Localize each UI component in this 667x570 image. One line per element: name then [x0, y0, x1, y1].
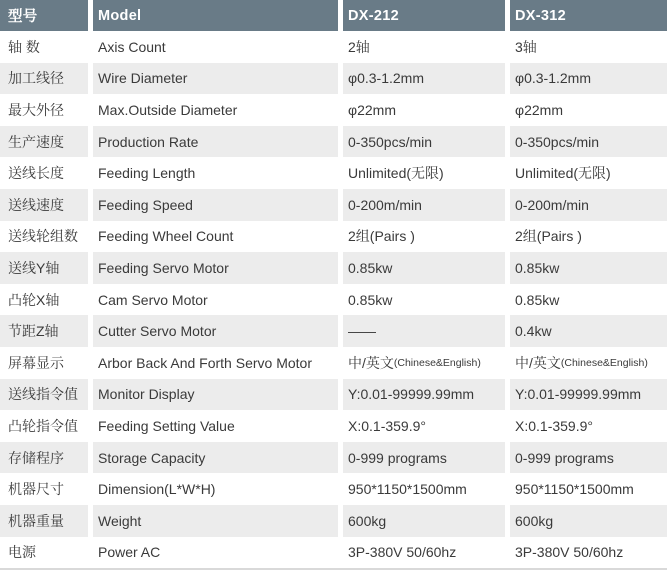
row-label-en: Cutter Servo Motor [93, 315, 338, 347]
row-value-dx212: X:0.1-359.9° [343, 410, 505, 442]
row-label-en: Arbor Back And Forth Servo Motor [93, 347, 338, 379]
table-row [0, 410, 667, 442]
row-value-dx212: 0-350pcs/min [343, 126, 505, 158]
row-value-dx312: X:0.1-359.9° [510, 410, 667, 442]
row-value-dx312: 3轴 [510, 31, 667, 63]
row-value-dx212: 0-200m/min [343, 189, 505, 221]
row-label-en: Production Rate [93, 126, 338, 158]
table-row [0, 63, 667, 95]
row-label-cn: 存储程序 [0, 442, 88, 474]
row-label-cn: 送线轮组数 [0, 221, 88, 253]
row-value-dx212: 0-999 programs [343, 442, 505, 474]
table-row [0, 221, 667, 253]
row-label-cn: 送线Y轴 [0, 252, 88, 284]
table-row [0, 442, 667, 474]
row-label-en: Dimension(L*W*H) [93, 473, 338, 505]
row-label-cn: 屏幕显示 [0, 347, 88, 379]
header-model-en: Model [93, 0, 338, 31]
row-label-cn: 机器重量 [0, 505, 88, 537]
row-value-dx212: 2组(Pairs ) [343, 221, 505, 253]
row-label-cn: 生产速度 [0, 126, 88, 158]
row-value-dx312: φ22mm [510, 94, 667, 126]
row-value-dx212: 950*1150*1500mm [343, 473, 505, 505]
table-row [0, 315, 667, 347]
row-value-dx212: 600kg [343, 505, 505, 537]
row-label-en: Wire Diameter [93, 63, 338, 95]
row-label-cn: 凸轮X轴 [0, 284, 88, 316]
row-label-en: Feeding Speed [93, 189, 338, 221]
row-label-en: Monitor Display [93, 379, 338, 411]
row-value-dx312: 0.4kw [510, 315, 667, 347]
table-row [0, 347, 667, 379]
header-dx212: DX-212 [343, 0, 505, 31]
row-label-cn: 送线速度 [0, 189, 88, 221]
row-value-dx312: 950*1150*1500mm [510, 473, 667, 505]
row-label-en: Weight [93, 505, 338, 537]
row-value-dx312: Unlimited(无限) [510, 157, 667, 189]
row-label-cn: 加工线径 [0, 63, 88, 95]
row-label-en: Feeding Servo Motor [93, 252, 338, 284]
row-label-en: Storage Capacity [93, 442, 338, 474]
row-value-dx212: Y:0.01-99999.99mm [343, 379, 505, 411]
row-value-dx312: 3P-380V 50/60hz [510, 537, 667, 569]
table-row [0, 473, 667, 505]
row-value-dx312: 0.85kw [510, 284, 667, 316]
table-header-row [0, 0, 667, 31]
header-model-cn: 型号 [0, 0, 88, 31]
table-row [0, 189, 667, 221]
row-value-dx312: Y:0.01-99999.99mm [510, 379, 667, 411]
row-value-dx212: φ22mm [343, 94, 505, 126]
header-dx312: DX-312 [510, 0, 667, 31]
row-label-cn: 节距Z轴 [0, 315, 88, 347]
row-label-en: Power AC [93, 537, 338, 569]
row-label-en: Cam Servo Motor [93, 284, 338, 316]
row-value-dx312: 中/英文 (Chinese&English) [510, 347, 667, 379]
row-value-dx312: 600kg [510, 505, 667, 537]
row-value-dx212: 2轴 [343, 31, 505, 63]
row-label-cn: 机器尺寸 [0, 473, 88, 505]
row-value-dx312: 0-200m/min [510, 189, 667, 221]
row-value-dx212: Unlimited(无限) [343, 157, 505, 189]
row-label-cn: 凸轮指令值 [0, 410, 88, 442]
row-label-en: Max.Outside Diameter [93, 94, 338, 126]
row-label-en: Feeding Setting Value [93, 410, 338, 442]
row-value-dx312: 0-999 programs [510, 442, 667, 474]
table-row [0, 505, 667, 537]
row-value-dx212: 0.85kw [343, 252, 505, 284]
row-label-en: Feeding Wheel Count [93, 221, 338, 253]
row-label-en: Axis Count [93, 31, 338, 63]
row-value-dx212: φ0.3-1.2mm [343, 63, 505, 95]
row-value-dx312: 2组(Pairs ) [510, 221, 667, 253]
row-label-cn: 送线长度 [0, 157, 88, 189]
row-value-dx312: 0-350pcs/min [510, 126, 667, 158]
row-value-dx312: 0.85kw [510, 252, 667, 284]
table-row [0, 284, 667, 316]
table-row [0, 157, 667, 189]
row-label-cn: 最大外径 [0, 94, 88, 126]
table-row [0, 537, 667, 569]
row-value-dx212: 中/英文 (Chinese&English) [343, 347, 505, 379]
row-label-cn: 轴 数 [0, 31, 88, 63]
row-value-dx312: φ0.3-1.2mm [510, 63, 667, 95]
row-value-dx212: —— [343, 315, 505, 347]
table-row [0, 126, 667, 158]
row-label-en: Feeding Length [93, 157, 338, 189]
table-row [0, 31, 667, 63]
row-label-cn: 送线指令值 [0, 379, 88, 411]
row-value-dx212: 0.85kw [343, 284, 505, 316]
table-row [0, 94, 667, 126]
row-label-cn: 电源 [0, 537, 88, 569]
table-row [0, 379, 667, 411]
table-row [0, 252, 667, 284]
row-value-dx212: 3P-380V 50/60hz [343, 537, 505, 569]
